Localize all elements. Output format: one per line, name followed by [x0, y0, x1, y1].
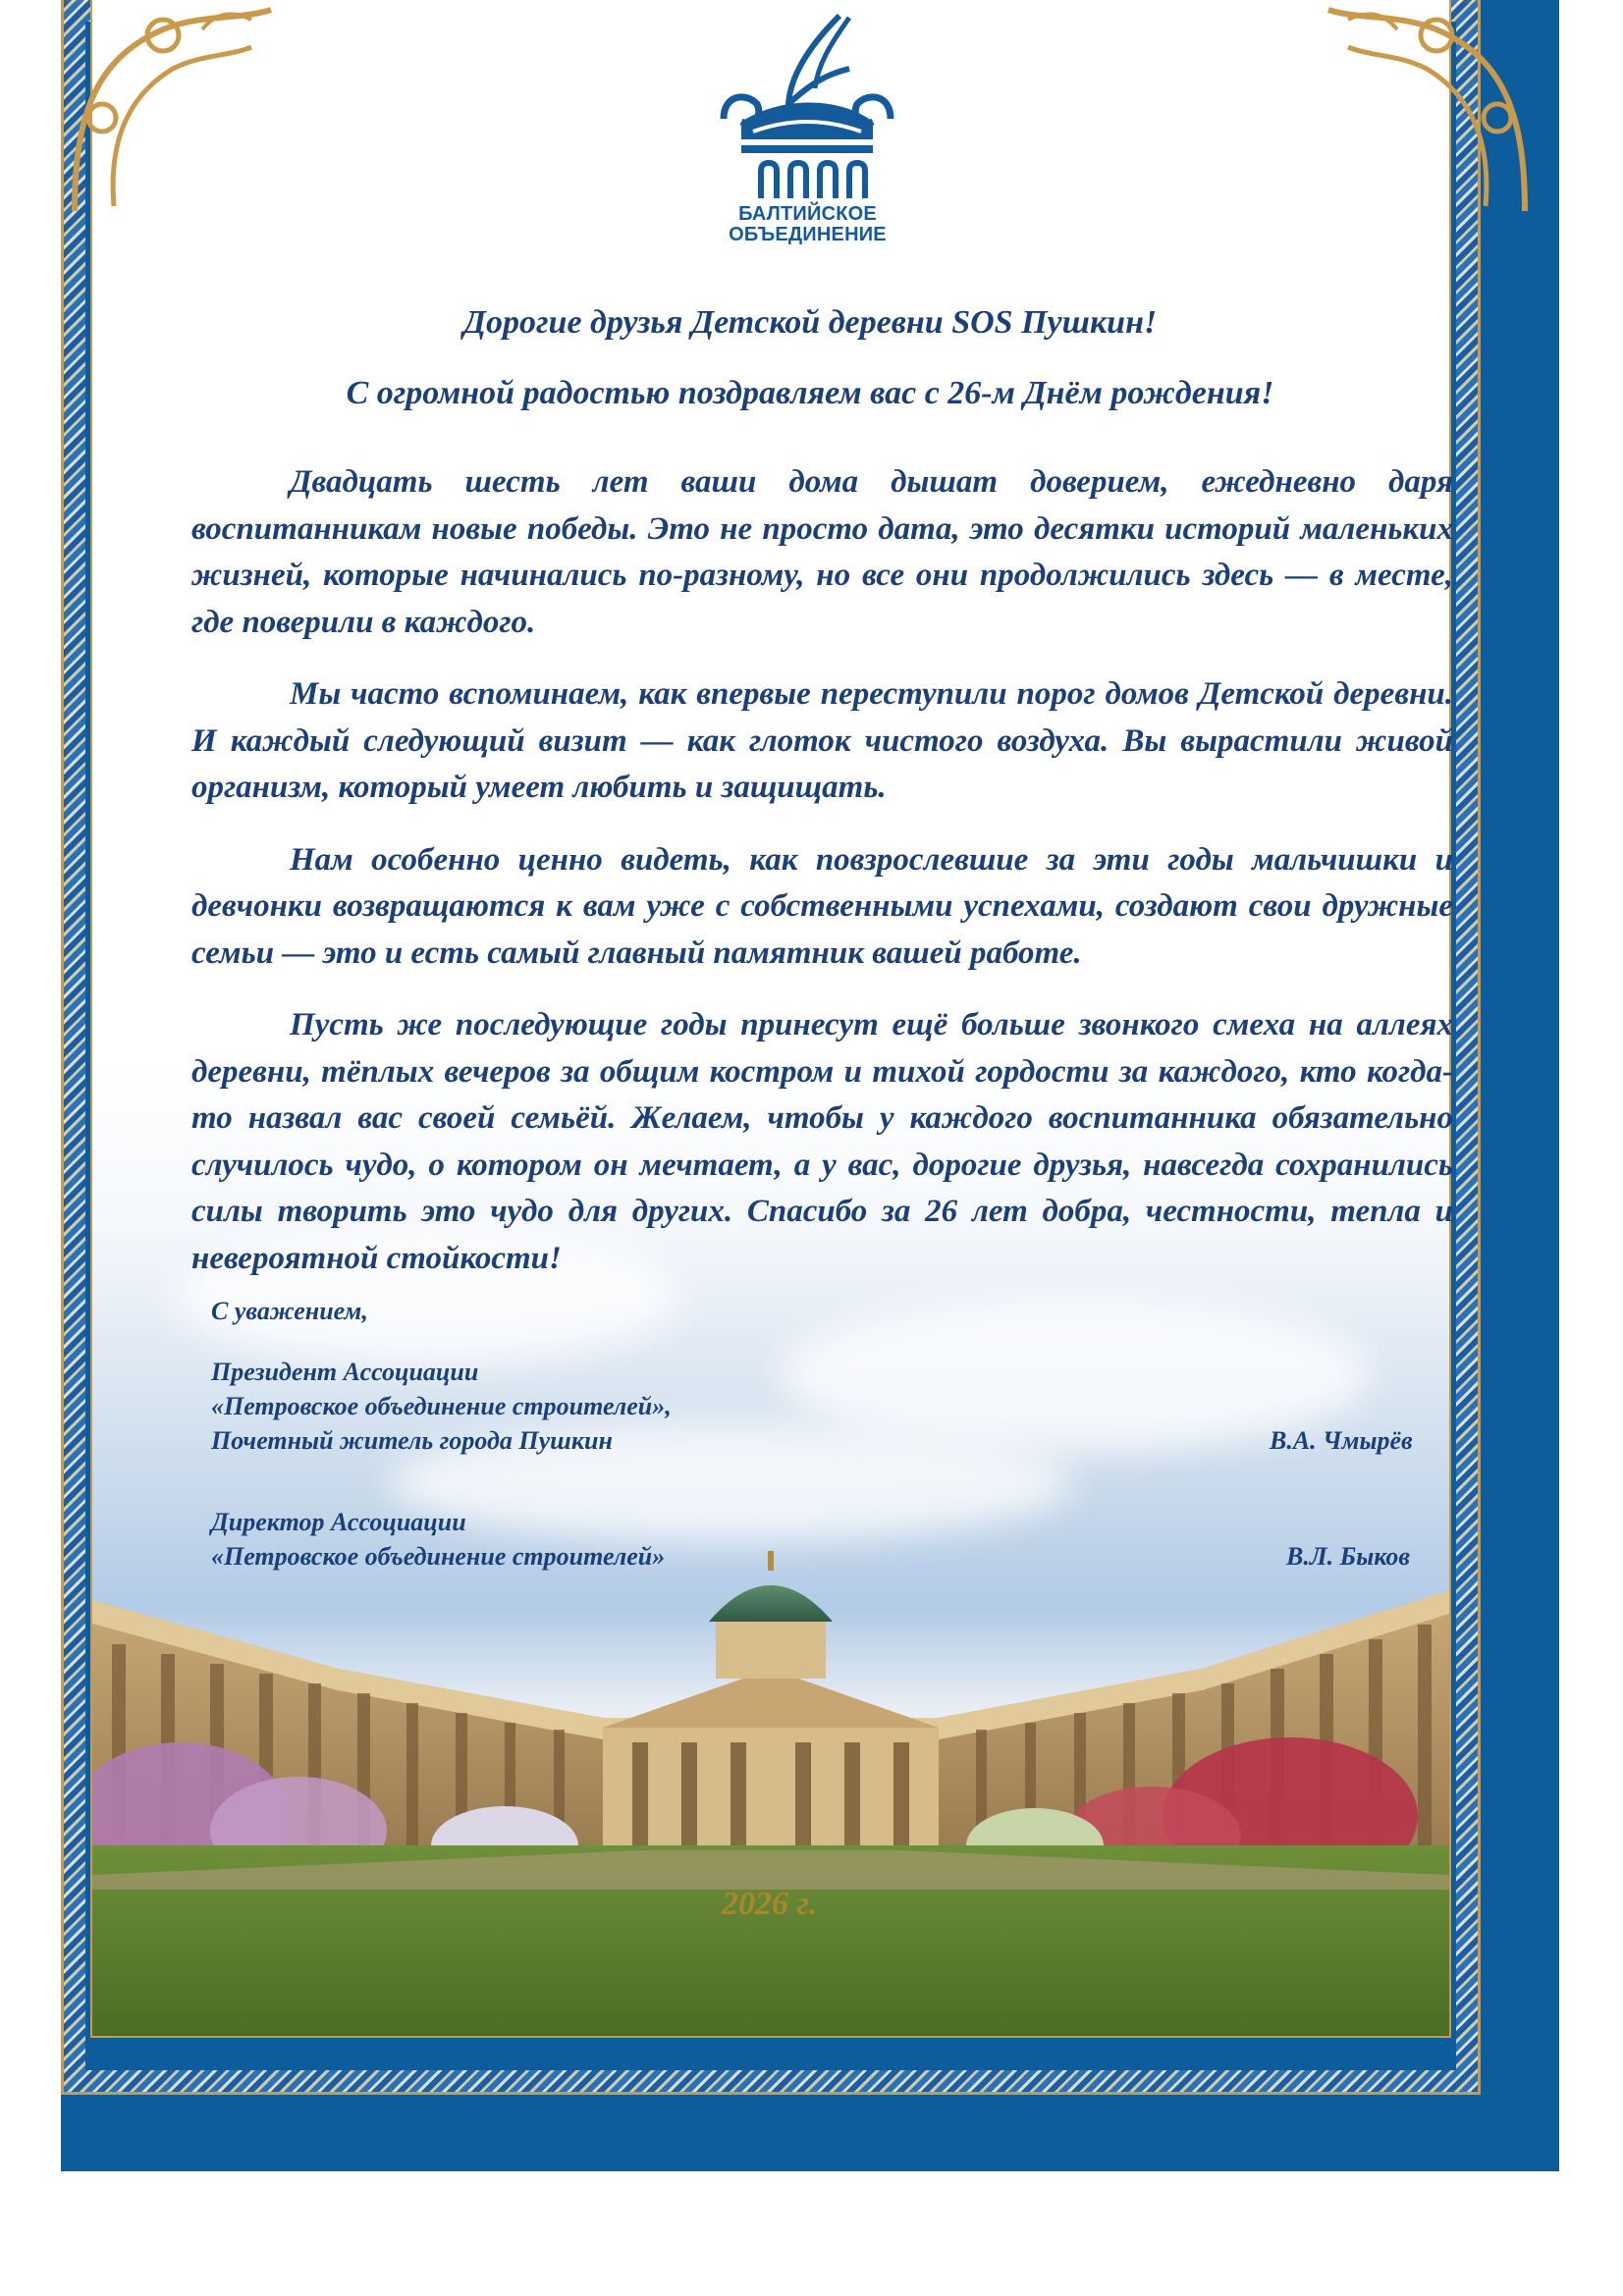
- heading-line-2: С огромной радостью поздравляем вас с 26-м Днём рождения!: [346, 375, 1274, 411]
- year-label: 2026 г.: [722, 1886, 818, 1922]
- signatory-1-title-line-3: Почетный житель города Пушкин: [211, 1426, 613, 1455]
- signatory-1-title-line-1: Президент Ассоциации: [211, 1358, 479, 1386]
- paragraph: Двадцать шесть лет ваши дома дышат доверием, ежедневно даря воспитанникам новые победы. Это не просто дата, это десятки историй маленьких жизней, которые начинались по-разному, но все они продолжились здесь — в месте, где поверили в каждого.: [191, 464, 1453, 640]
- paragraph: Мы часто вспоминаем, как впервые переступили порог домов Детской деревни. И каждый следующий визит — как глоток чистого воздуха. Вы вырастили живой организм, который умеет любить и защищать.: [191, 676, 1453, 805]
- heading-line-1: Дорогие друзья Детской деревни SOS Пушкин!: [462, 304, 1158, 341]
- letter-body: [191, 459, 1453, 1308]
- corner-ornament-right: [1319, 0, 1544, 216]
- signatory-1-name: В.А. Чмырёв: [1270, 1426, 1413, 1455]
- signatory-1-title: [211, 1355, 672, 1458]
- signatory-2-title-line-1: Директор Ассоциации: [211, 1508, 466, 1536]
- paragraph: Пусть же последующие годы принесут ещё больше звонкого смеха на аллеях деревни, тёплых вечеров за общим костром и тихой гордости за каждого, кто когда-то назвал вас своей семьёй. Желаем, чтобы у каждого воспитанника обязательно случилось чудо, о котором он мечтает, а у вас, дорогие друзья, навсегда сохранились силы творить это чудо для других. Спасибо за 26 лет добра, честности, тепла и невероятной стойкости!: [191, 1007, 1453, 1276]
- logo-line-2: ОБЪЕДИНЕНИЕ: [729, 224, 887, 245]
- logo-line-1: БАЛТИЙСКОЕ: [738, 203, 877, 225]
- paragraph: Нам особенно ценно видеть, как повзрослевшие за эти годы мальчишки и девчонки возвращаются к вам уже с собственными успехами, создают свои дружные семьи — это и есть самый главный памятник вашей работе.: [191, 841, 1453, 971]
- logo-wordmark: [712, 204, 903, 245]
- corner-ornament-left: [55, 0, 281, 216]
- signatory-1-title-line-2: «Петровское объединение строителей»,: [211, 1392, 672, 1420]
- cathedral-image: [92, 1551, 1449, 2036]
- closing-text: С уважением,: [211, 1297, 368, 1325]
- signatory-2-name: В.Л. Быков: [1286, 1542, 1411, 1571]
- signatory-2-title: [211, 1505, 665, 1574]
- signatory-2-title-line-2: «Петровское объединение строителей»: [211, 1542, 666, 1571]
